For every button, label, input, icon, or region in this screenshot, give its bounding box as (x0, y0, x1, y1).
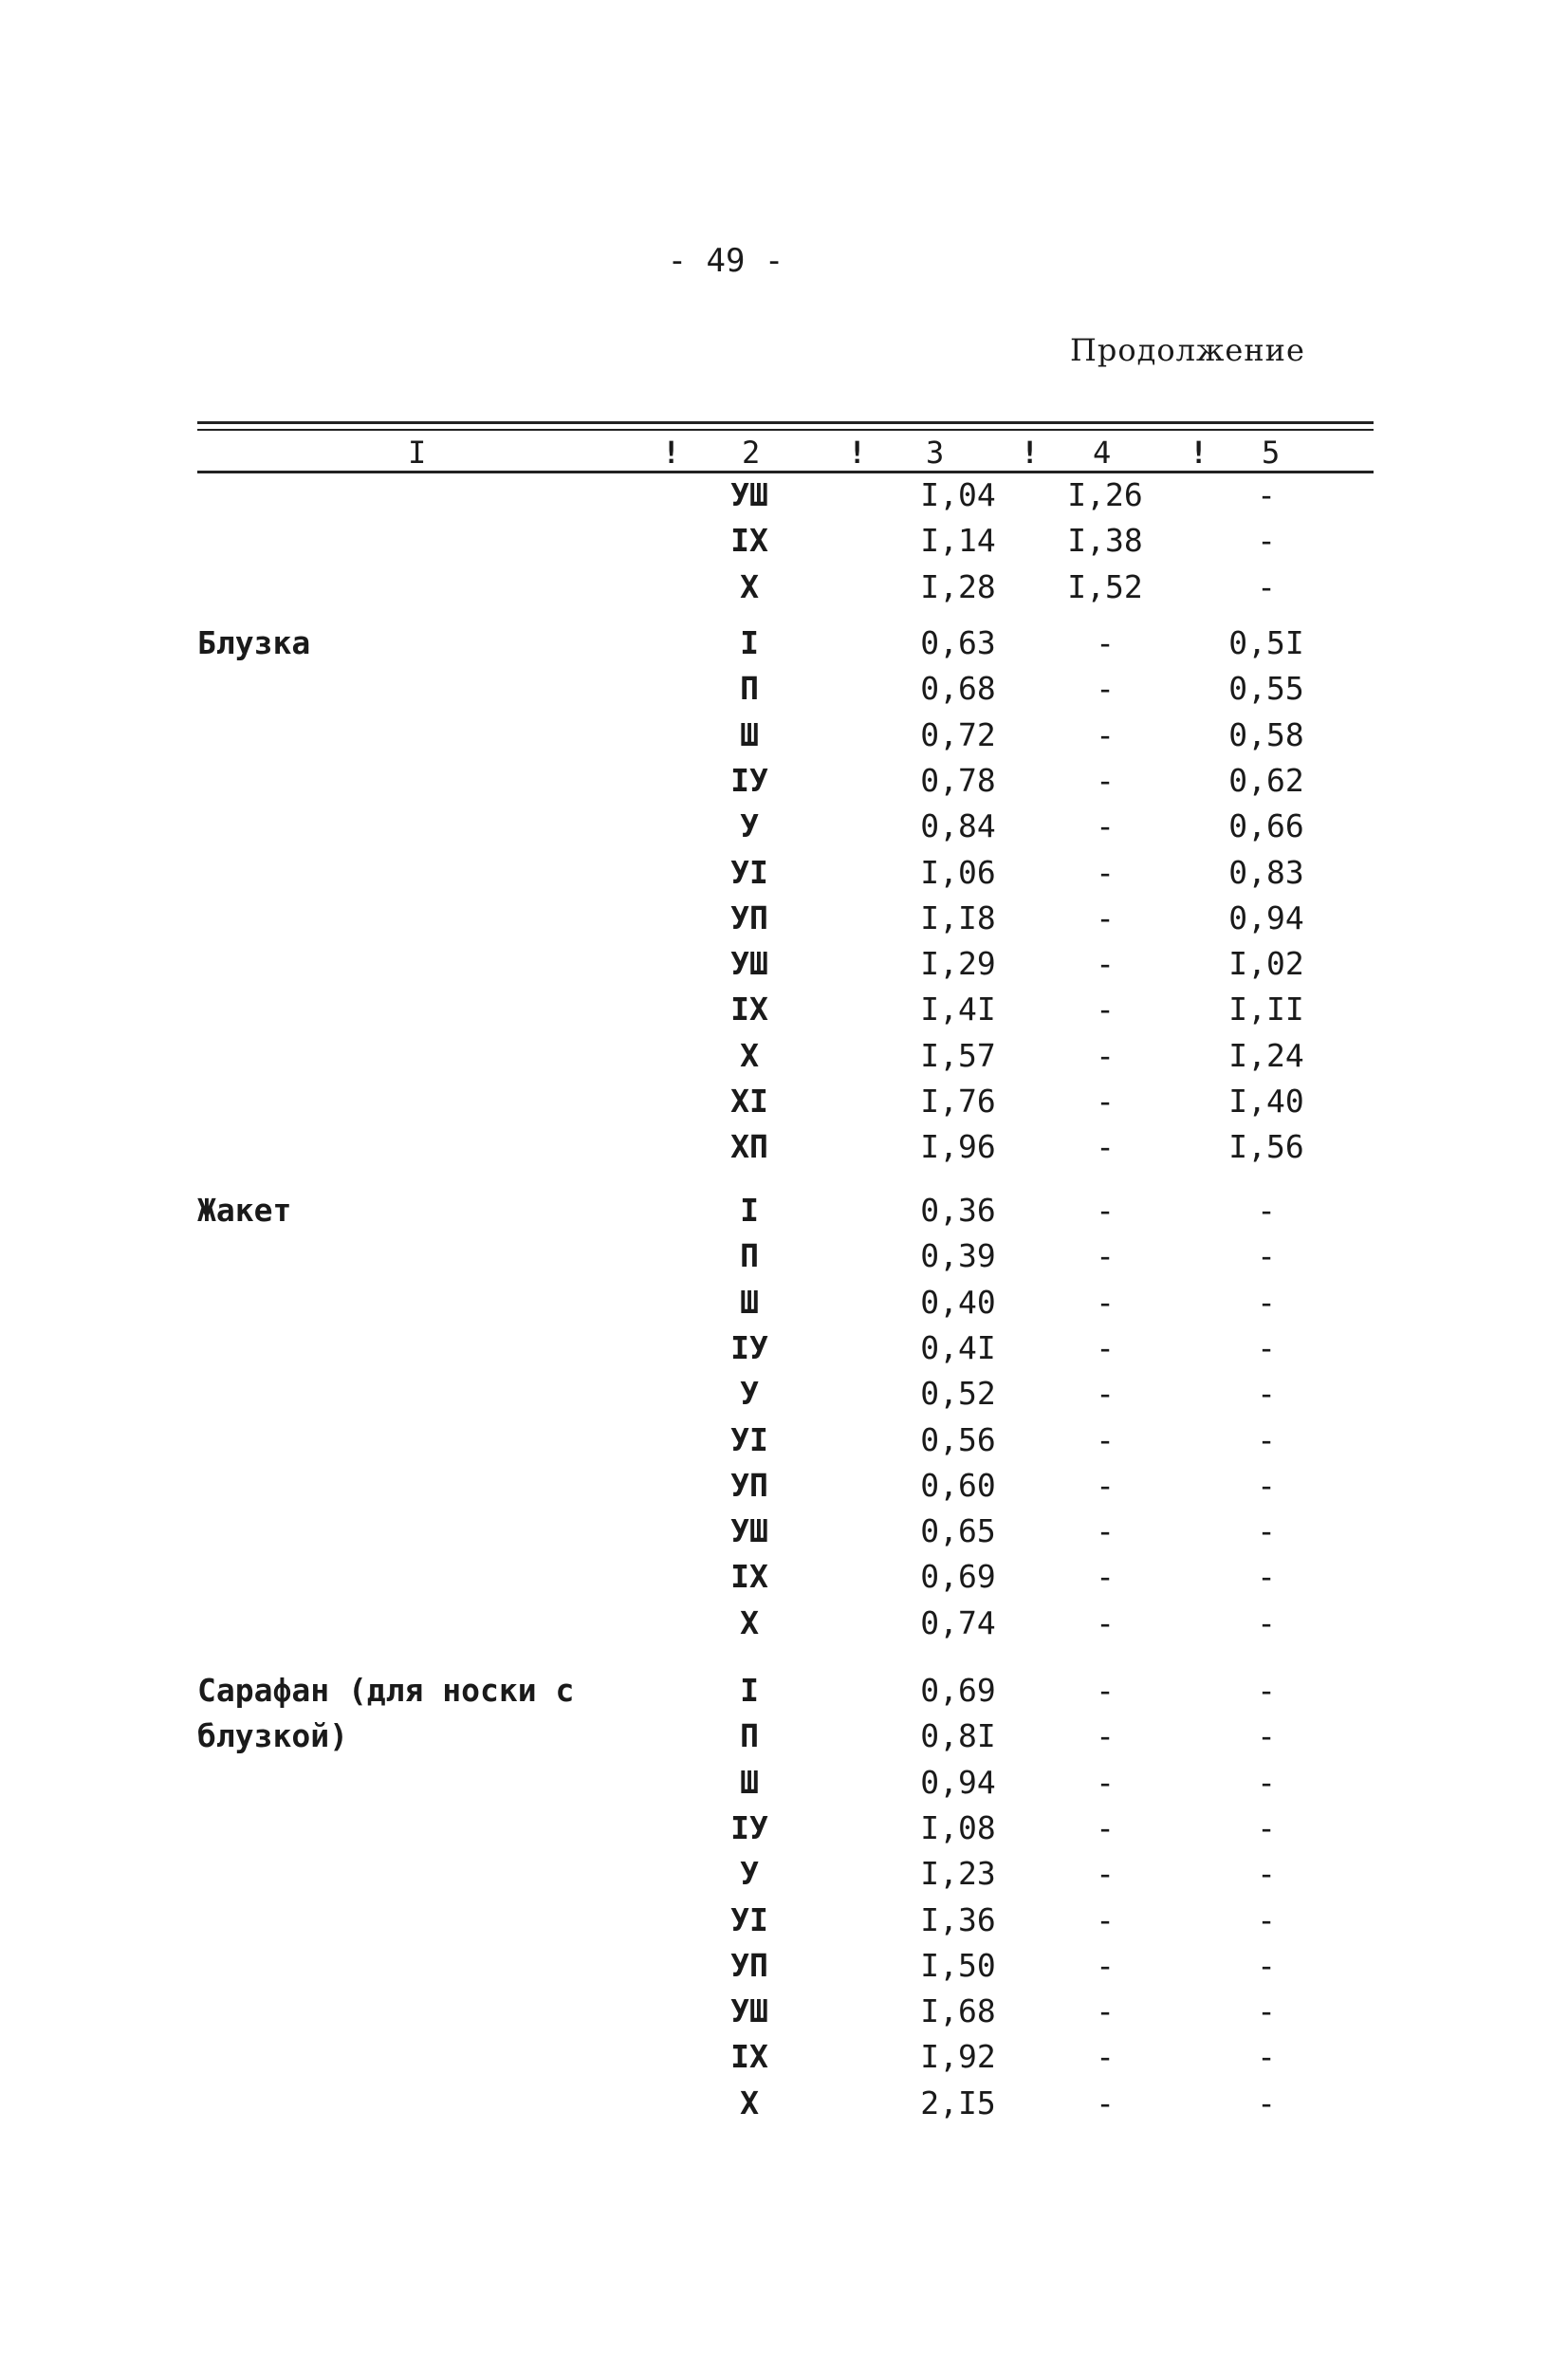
size-cell: П (740, 670, 759, 708)
value-col-3: I,28 (920, 567, 996, 605)
header-col-2: 2 (742, 435, 761, 471)
value-col-5: I,56 (1228, 1128, 1304, 1166)
value-col-4: - (1096, 991, 1115, 1028)
value-col-5: - (1257, 1855, 1276, 1893)
value-col-5: - (1257, 1992, 1276, 2030)
value-col-5: - (1257, 1808, 1276, 1846)
value-col-3: I,04 (920, 476, 996, 513)
size-cell: X (740, 1036, 759, 1074)
value-col-4: - (1096, 715, 1115, 753)
size-cell: УП (730, 899, 768, 936)
value-col-3: 0,84 (920, 807, 996, 845)
value-col-5: 0,58 (1228, 715, 1304, 753)
value-col-3: 0,60 (920, 1466, 996, 1504)
size-cell: I (740, 624, 759, 661)
value-col-5: - (1257, 1512, 1276, 1550)
size-cell: УШ (730, 476, 768, 513)
value-col-3: I,36 (920, 1900, 996, 1938)
size-cell: УШ (730, 1512, 768, 1550)
value-col-3: 0,63 (920, 624, 996, 661)
value-col-3: 0,74 (920, 1603, 996, 1641)
value-col-4: - (1096, 899, 1115, 936)
value-col-5: 0,83 (1228, 853, 1304, 891)
size-cell: У (740, 1375, 759, 1413)
value-col-4: - (1096, 624, 1115, 661)
value-col-4: - (1096, 761, 1115, 799)
value-col-5: - (1257, 1328, 1276, 1366)
size-cell: П (740, 1237, 759, 1275)
size-cell: XП (730, 1128, 768, 1166)
size-cell: IX (730, 2038, 768, 2076)
header-col-5: 5 (1262, 435, 1281, 471)
value-col-3: 0,52 (920, 1375, 996, 1413)
value-col-5: - (1257, 1375, 1276, 1413)
size-cell: IУ (730, 761, 768, 799)
value-col-4: - (1096, 2038, 1115, 2076)
value-col-5: - (1257, 1237, 1276, 1275)
size-cell: УШ (730, 1992, 768, 2030)
header-col-4: 4 (1093, 435, 1112, 471)
value-col-5: 0,94 (1228, 899, 1304, 936)
value-col-4: - (1096, 1128, 1115, 1166)
value-col-4: - (1096, 1237, 1115, 1275)
size-cell: I (740, 1192, 759, 1229)
value-col-3: 0,4I (920, 1328, 996, 1366)
value-col-5: - (1257, 476, 1276, 513)
value-col-3: 0,8I (920, 1717, 996, 1755)
value-col-5: - (1257, 1192, 1276, 1229)
value-col-5: - (1257, 567, 1276, 605)
value-col-4: - (1096, 1558, 1115, 1596)
size-cell: П (740, 1717, 759, 1755)
header-col-3: 3 (926, 435, 945, 471)
size-cell: У (740, 1855, 759, 1893)
value-col-4: I,26 (1067, 476, 1143, 513)
value-col-4: - (1096, 1283, 1115, 1321)
value-col-4: - (1096, 1083, 1115, 1120)
size-cell: У (740, 807, 759, 845)
size-cell: IX (730, 1558, 768, 1596)
size-cell: УШ (730, 945, 768, 983)
header-separator: ! (662, 435, 681, 471)
size-cell: УI (730, 1420, 768, 1458)
value-col-5: - (1257, 1283, 1276, 1321)
value-col-5: - (1257, 2038, 1276, 2076)
page-number: - 49 - (667, 242, 784, 280)
value-col-5: - (1257, 1900, 1276, 1938)
value-col-3: 0,40 (920, 1283, 996, 1321)
value-col-3: I,50 (920, 1946, 996, 1984)
value-col-3: I,06 (920, 853, 996, 891)
value-col-4: - (1096, 1603, 1115, 1641)
group-label: Жакет (197, 1192, 292, 1229)
value-col-4: - (1096, 1036, 1115, 1074)
value-col-5: - (1257, 1763, 1276, 1801)
value-col-3: 0,69 (920, 1672, 996, 1709)
value-col-3: 0,39 (920, 1237, 996, 1275)
value-col-3: 0,78 (920, 761, 996, 799)
header-col-1: I (408, 435, 427, 471)
group-label: Сарафан (для носки с (197, 1672, 575, 1709)
value-col-3: 0,56 (920, 1420, 996, 1458)
value-col-5: - (1257, 1717, 1276, 1755)
value-col-5: - (1257, 1466, 1276, 1504)
value-col-3: I,4I (920, 991, 996, 1028)
value-col-4: - (1096, 1420, 1115, 1458)
value-col-4: - (1096, 1855, 1115, 1893)
value-col-5: - (1257, 1672, 1276, 1709)
header-separator: ! (848, 435, 867, 471)
value-col-3: I,96 (920, 1128, 996, 1166)
value-col-4: - (1096, 670, 1115, 708)
value-col-5: - (1257, 1420, 1276, 1458)
value-col-3: I,57 (920, 1036, 996, 1074)
value-col-4: - (1096, 1375, 1115, 1413)
value-col-4: - (1096, 1466, 1115, 1504)
value-col-3: I,76 (920, 1083, 996, 1120)
size-cell: Ш (740, 1283, 759, 1321)
value-col-5: I,24 (1228, 1036, 1304, 1074)
value-col-4: - (1096, 1900, 1115, 1938)
value-col-5: - (1257, 2084, 1276, 2121)
continuation-label: Продолжение (1070, 332, 1305, 368)
value-col-4: - (1096, 853, 1115, 891)
group-label: Блузка (197, 624, 311, 661)
value-col-3: 0,36 (920, 1192, 996, 1229)
value-col-5: I,40 (1228, 1083, 1304, 1120)
value-col-3: I,68 (920, 1992, 996, 2030)
size-cell: X (740, 567, 759, 605)
value-col-3: 0,65 (920, 1512, 996, 1550)
value-col-4: - (1096, 2084, 1115, 2121)
value-col-3: 0,69 (920, 1558, 996, 1596)
size-cell: IX (730, 522, 768, 560)
value-col-5: I,02 (1228, 945, 1304, 983)
value-col-4: - (1096, 945, 1115, 983)
value-col-3: 0,72 (920, 715, 996, 753)
value-col-3: I,23 (920, 1855, 996, 1893)
value-col-4: - (1096, 1328, 1115, 1366)
size-cell: УI (730, 1900, 768, 1938)
value-col-4: - (1096, 1763, 1115, 1801)
size-cell: XI (730, 1083, 768, 1120)
value-col-3: I,I8 (920, 899, 996, 936)
value-col-5: - (1257, 522, 1276, 560)
value-col-3: I,29 (920, 945, 996, 983)
header-separator: ! (1021, 435, 1040, 471)
size-cell: I (740, 1672, 759, 1709)
value-col-4: - (1096, 1808, 1115, 1846)
value-col-4: - (1096, 807, 1115, 845)
value-col-4: - (1096, 1672, 1115, 1709)
size-cell: УI (730, 853, 768, 891)
value-col-3: 0,94 (920, 1763, 996, 1801)
value-col-4: I,52 (1067, 567, 1143, 605)
size-cell: IУ (730, 1328, 768, 1366)
value-col-3: 2,I5 (920, 2084, 996, 2121)
value-col-3: I,92 (920, 2038, 996, 2076)
size-cell: X (740, 1603, 759, 1641)
value-col-3: I,08 (920, 1808, 996, 1846)
value-col-5: 0,55 (1228, 670, 1304, 708)
size-cell: X (740, 2084, 759, 2121)
size-cell: IУ (730, 1808, 768, 1846)
value-col-4: I,38 (1067, 522, 1143, 560)
header-separator: ! (1190, 435, 1208, 471)
value-col-5: - (1257, 1603, 1276, 1641)
value-col-5: 0,66 (1228, 807, 1304, 845)
size-cell: IX (730, 991, 768, 1028)
value-col-5: 0,5I (1228, 624, 1304, 661)
value-col-4: - (1096, 1717, 1115, 1755)
value-col-5: I,II (1228, 991, 1304, 1028)
size-cell: УП (730, 1466, 768, 1504)
value-col-3: 0,68 (920, 670, 996, 708)
value-col-5: 0,62 (1228, 761, 1304, 799)
value-col-4: - (1096, 1946, 1115, 1984)
value-col-4: - (1096, 1512, 1115, 1550)
group-label-continued: блузкой) (197, 1717, 348, 1755)
value-col-3: I,14 (920, 522, 996, 560)
size-cell: УП (730, 1946, 768, 1984)
size-cell: Ш (740, 715, 759, 753)
size-cell: Ш (740, 1763, 759, 1801)
value-col-5: - (1257, 1558, 1276, 1596)
value-col-4: - (1096, 1192, 1115, 1229)
value-col-4: - (1096, 1992, 1115, 2030)
value-col-5: - (1257, 1946, 1276, 1984)
